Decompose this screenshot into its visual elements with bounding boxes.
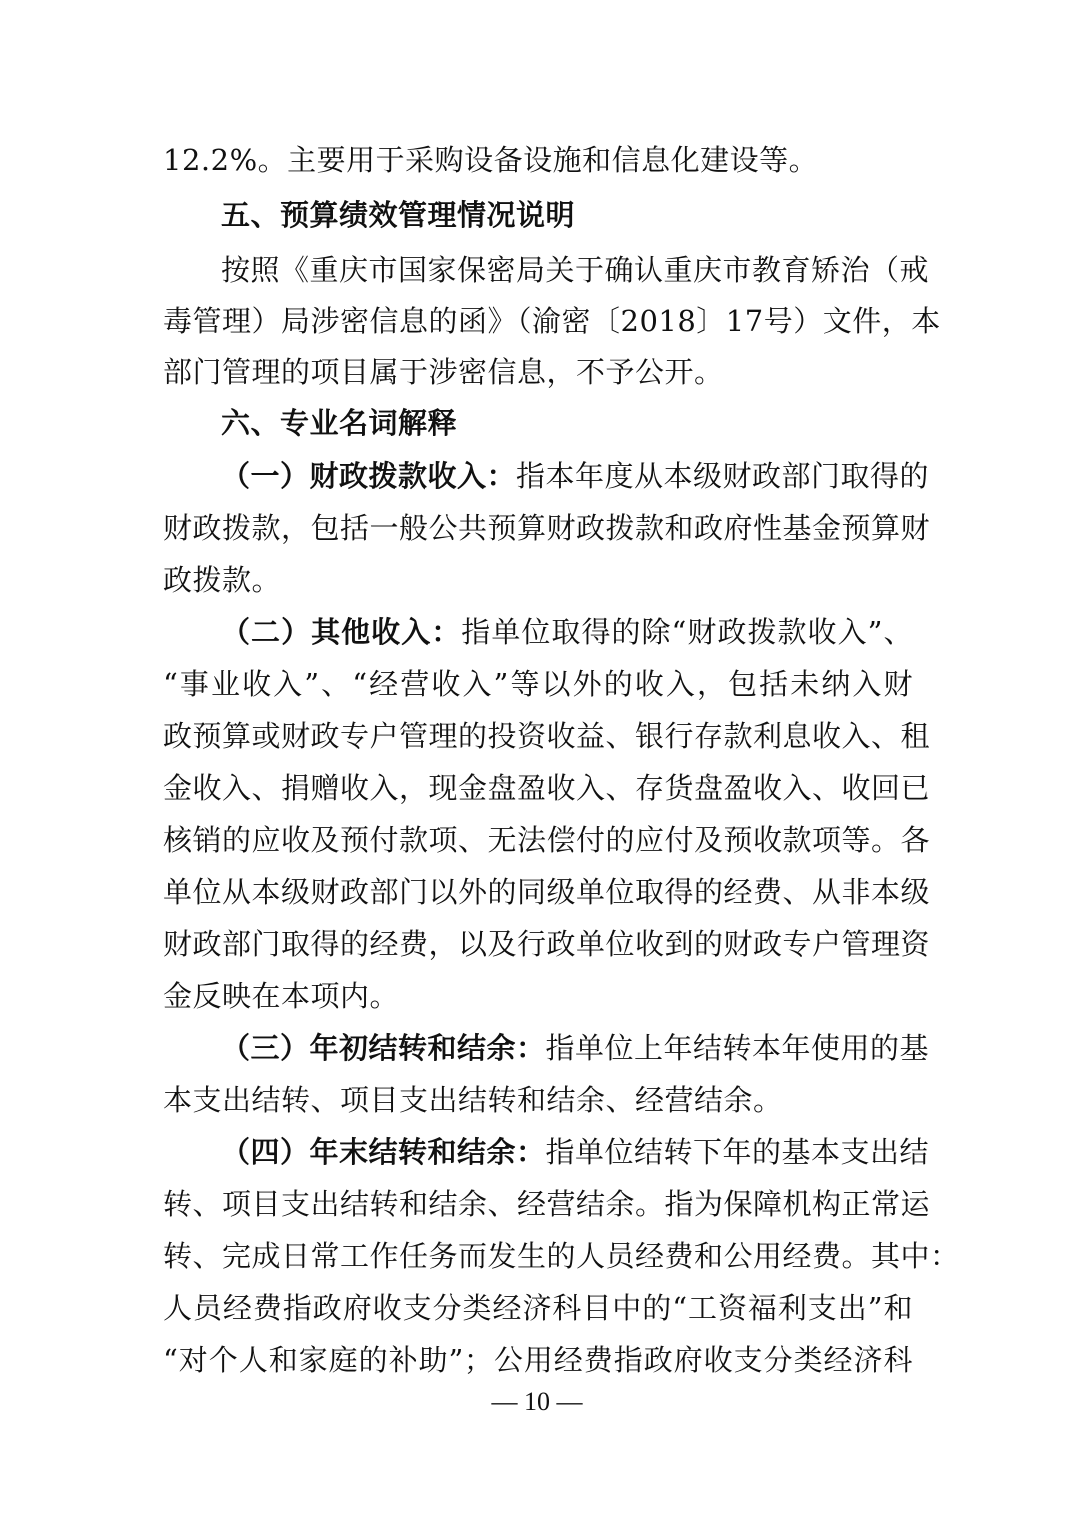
term-label: （三）年初结转和结余： <box>221 1031 546 1065</box>
section-heading-6: 六、专业名词解释 <box>221 406 458 440</box>
body-text-line: 金收入、捐赠收入，现金盘盈收入、存货盘盈收入、收回已 <box>163 771 931 805</box>
body-text-line: 财政拨款，包括一般公共预算财政拨款和政府性基金预算财 <box>163 511 931 545</box>
body-text-line: 部门管理的项目属于涉密信息，不予公开。 <box>163 355 724 389</box>
term-definition-line <box>221 1132 930 1172</box>
term-definition-line <box>221 612 913 652</box>
term-label: （四）年末结转和结余： <box>221 1135 546 1169</box>
body-text-line: 单位从本级财政部门以外的同级单位取得的经费、从非本级 <box>163 875 931 909</box>
term-text: 指单位结转下年的基本支出结 <box>545 1135 930 1169</box>
term-label: （一）财政拨款收入： <box>221 459 517 493</box>
section-heading-5: 五、预算绩效管理情况说明 <box>221 198 576 232</box>
body-text-line: “事业收入”、“经营收入”等以外的收入，包括未纳入财 <box>163 667 913 701</box>
term-definition-line <box>221 456 930 496</box>
term-label: （二）其他收入： <box>221 615 462 649</box>
body-text-line: 核销的应收及预付款项、无法偿付的应付及预收款项等。各 <box>163 823 931 857</box>
body-text-line: 转、项目支出结转和结余、经营结余。指为保障机构正常运 <box>163 1187 931 1221</box>
body-text-line: 金反映在本项内。 <box>163 979 400 1013</box>
body-text-line: 转、完成日常工作任务而发生的人员经费和公用经费。其中： <box>163 1239 960 1273</box>
page-number: — 10 — <box>491 1387 583 1416</box>
body-text-line: 按照《重庆市国家保密局关于确认重庆市教育矫治（戒 <box>221 253 930 287</box>
body-text-line: 本支出结转、项目支出结转和结余、经营结余。 <box>163 1083 783 1117</box>
body-text-line: 12.2%。主要用于采购设备设施和信息化建设等。 <box>163 143 819 177</box>
term-text: 指单位上年结转本年使用的基 <box>545 1031 930 1065</box>
body-text-line: 毒管理）局涉密信息的函》（渝密〔2018〕17号）文件，本 <box>163 304 941 338</box>
term-text: 指本年度从本级财政部门取得的 <box>516 459 930 493</box>
body-text-line: 政预算或财政专户管理的投资收益、银行存款利息收入、租 <box>163 719 931 753</box>
body-text-line: 财政部门取得的经费，以及行政单位收到的财政专户管理资 <box>163 927 931 961</box>
term-definition-line <box>221 1028 930 1068</box>
term-text: 指单位取得的除“财政拨款收入”、 <box>461 615 913 649</box>
body-text-line: 人员经费指政府收支分类经济科目中的“工资福利支出”和 <box>163 1291 913 1325</box>
body-text-line: 政拨款。 <box>163 563 282 597</box>
body-text-line: “对个人和家庭的补助”；公用经费指政府收支分类经济科 <box>163 1343 913 1377</box>
